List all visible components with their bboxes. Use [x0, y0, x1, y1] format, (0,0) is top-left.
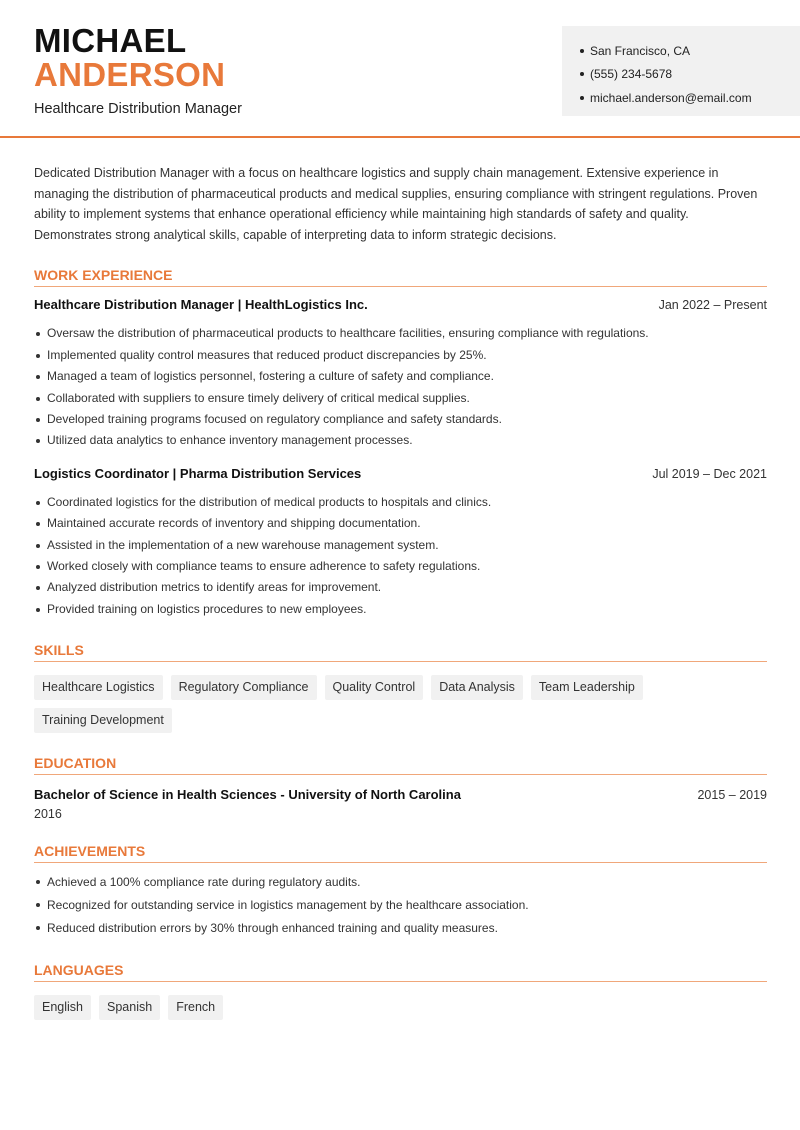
bullet-icon — [580, 72, 584, 76]
resume-content — [34, 163, 767, 1020]
section-title-achievements: ACHIEVEMENTS — [34, 839, 767, 863]
section-title-skills: SKILLS — [34, 638, 767, 662]
email-text: michael.anderson@email.com — [590, 90, 752, 105]
job-dates: Jan 2022 – Present — [658, 298, 767, 313]
section-title-work: WORK EXPERIENCE — [34, 263, 767, 287]
list-item: Provided training on logistics procedures to new employees. — [34, 599, 767, 620]
skills-section — [34, 638, 767, 733]
list-item: Implemented quality control measures that reduced product discrepancies by 25%. — [34, 345, 767, 366]
achievements-list — [34, 871, 767, 940]
skill-tag: Team Leadership — [531, 675, 643, 700]
list-item: Developed training programs focused on regulatory compliance and safety standards. — [34, 409, 767, 430]
list-item: Oversaw the distribution of pharmaceutical products to healthcare facilities, ensuring compliance with regulations. — [34, 323, 767, 344]
list-item: Maintained accurate records of inventory and shipping documentation. — [34, 513, 767, 534]
list-item: Coordinated logistics for the distribution of medical products to hospitals and clinics. — [34, 492, 767, 513]
skill-tag: Quality Control — [325, 675, 424, 700]
education-degree: Bachelor of Science in Health Sciences - University of North Carolina — [34, 787, 461, 803]
job-dates: Jul 2019 – Dec 2021 — [652, 466, 767, 481]
list-item: Recognized for outstanding service in logistics management by the healthcare association. — [34, 894, 767, 917]
location-text: San Francisco, CA — [590, 43, 691, 58]
job-bullets — [34, 492, 767, 620]
list-item: Worked closely with compliance teams to ensure adherence to safety regulations. — [34, 556, 767, 577]
language-tag: Spanish — [99, 995, 160, 1020]
education-section — [34, 751, 767, 821]
contact-phone — [580, 63, 800, 87]
last-name: ANDERSON — [34, 56, 226, 93]
language-tag: French — [168, 995, 223, 1020]
job-bullets — [34, 323, 767, 451]
contact-email — [580, 86, 800, 110]
contact-box — [562, 26, 800, 116]
education-year: 2016 — [34, 807, 62, 822]
skills-tags — [34, 675, 767, 733]
section-title-education: EDUCATION — [34, 751, 767, 775]
list-item: Reduced distribution errors by 30% through enhanced training and quality measures. — [34, 917, 767, 940]
education-dates: 2015 – 2019 — [697, 788, 767, 803]
bullet-icon — [580, 49, 584, 53]
skill-tag: Training Development — [34, 708, 172, 733]
first-name: MICHAEL — [34, 22, 187, 59]
list-item: Utilized data analytics to enhance inventory management processes. — [34, 430, 767, 451]
skill-tag: Regulatory Compliance — [171, 675, 317, 700]
name-block — [34, 24, 242, 117]
contact-location — [580, 39, 800, 63]
skill-tag: Data Analysis — [431, 675, 523, 700]
phone-text: (555) 234-5678 — [590, 67, 673, 82]
list-item: Collaborated with suppliers to ensure timely delivery of critical medical supplies. — [34, 388, 767, 409]
language-tag: English — [34, 995, 91, 1020]
work-experience-section — [34, 263, 767, 620]
job-entry — [34, 297, 767, 451]
job-entry — [34, 466, 767, 620]
languages-section — [34, 958, 767, 1020]
list-item: Achieved a 100% compliance rate during regulatory audits. — [34, 871, 767, 894]
languages-tags — [34, 995, 767, 1020]
job-heading: Healthcare Distribution Manager | HealthLogistics Inc. — [34, 297, 368, 313]
list-item: Assisted in the implementation of a new warehouse management system. — [34, 535, 767, 556]
achievements-section — [34, 839, 767, 940]
summary: Dedicated Distribution Manager with a focus on healthcare logistics and supply chain management. Extensive experience in managing the distribution of pharmaceutical products and medical supplies, ensuring compliance with stringent regulations. Proven ability to implement systems that enhance operational efficiency while maintaining high standards of safety and quality. Demonstrates strong analytical skills, capable of interpreting data to inform strategic decisions. — [34, 166, 758, 242]
resume-header — [0, 0, 800, 138]
bullet-icon — [580, 96, 584, 100]
job-heading: Logistics Coordinator | Pharma Distribution Services — [34, 465, 362, 481]
section-title-languages: LANGUAGES — [34, 958, 767, 982]
job-title: Healthcare Distribution Manager — [34, 101, 242, 117]
list-item: Analyzed distribution metrics to identify areas for improvement. — [34, 577, 767, 598]
skill-tag: Healthcare Logistics — [34, 675, 163, 700]
list-item: Managed a team of logistics personnel, fostering a culture of safety and compliance. — [34, 366, 767, 387]
